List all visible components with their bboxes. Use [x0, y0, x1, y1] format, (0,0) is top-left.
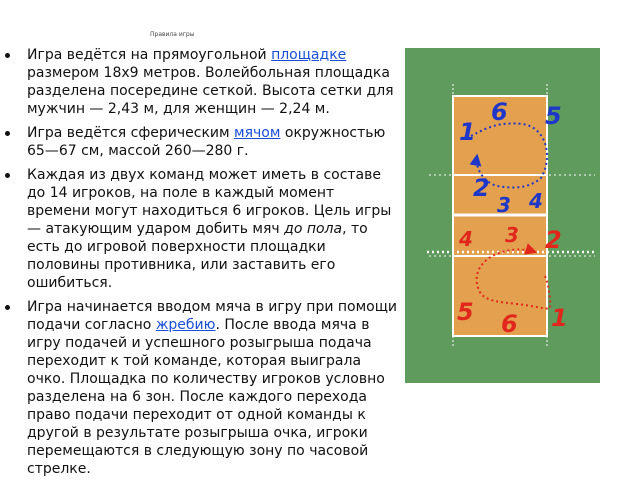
zone-number: 1: [551, 304, 568, 332]
zone-number: 3: [505, 223, 519, 247]
zone-number: 4: [459, 227, 473, 251]
bullet-dot: [5, 173, 10, 178]
rule-text: Игра ведётся на прямоугольной: [27, 47, 272, 63]
bullet-dot: [5, 305, 10, 310]
zone-number: 4: [529, 189, 543, 213]
zone-number: 1: [459, 118, 476, 146]
court-link[interactable]: площадке: [271, 47, 347, 63]
volleyball-court-diagram: [405, 48, 600, 383]
bullet-dot: [5, 131, 10, 136]
rule-serve: [2, 298, 400, 478]
rule-text: . После ввода мяча в игру подачей и успешного розыгрыша подача переходит к той команде, которая выиграла очко. Площадка по количеству игроков условно разделена на 6 зон. После каждого перехода право подачи переходит от одной команды к другой в результате розыгрыша очка, игроки перемещаются в следующую зону по часовой стрелке.: [27, 317, 385, 477]
rule-text: размером 18х9 метров. Волейбольная площадка разделена посередине сеткой. Высота сетки для мужчин — 2,43 м, для женщин — 2,24 м.: [27, 65, 394, 117]
slide-title: Правила игры: [150, 31, 195, 38]
lot-link[interactable]: жребию: [155, 317, 216, 333]
zone-number: 2: [545, 226, 562, 254]
rule-teams: [2, 166, 400, 292]
rule-emphasis: до пола: [284, 221, 343, 237]
bullet-dot: [5, 53, 10, 58]
rule-text: окружностью 65—67 см, массой 260—280 г.: [27, 125, 386, 159]
zone-number: 5: [457, 298, 474, 326]
rule-text: Каждая из двух команд может иметь в составе до 14 игроков, на поле в каждый момент времени могут находиться 6 игроков. Цель игры — атакующим ударом добить мяч: [27, 167, 392, 237]
ball-link[interactable]: мячом: [234, 125, 281, 141]
zone-number: 2: [473, 174, 490, 202]
rule-text: Игра начинается вводом мяча в игру при помощи подачи согласно: [27, 299, 398, 333]
zone-number: 3: [497, 193, 511, 217]
rule-ball: [2, 124, 400, 160]
zone-number: 6: [501, 310, 518, 338]
rule-court: [2, 46, 400, 118]
rule-text: Игра ведётся сферическим: [27, 125, 235, 141]
zone-number: 6: [491, 98, 508, 126]
zone-number: 5: [545, 102, 562, 130]
rule-text: , то есть до игровой поверхности площадки половины противника, или заставить его ошибиться.: [27, 221, 368, 291]
rules-list: [2, 46, 400, 484]
